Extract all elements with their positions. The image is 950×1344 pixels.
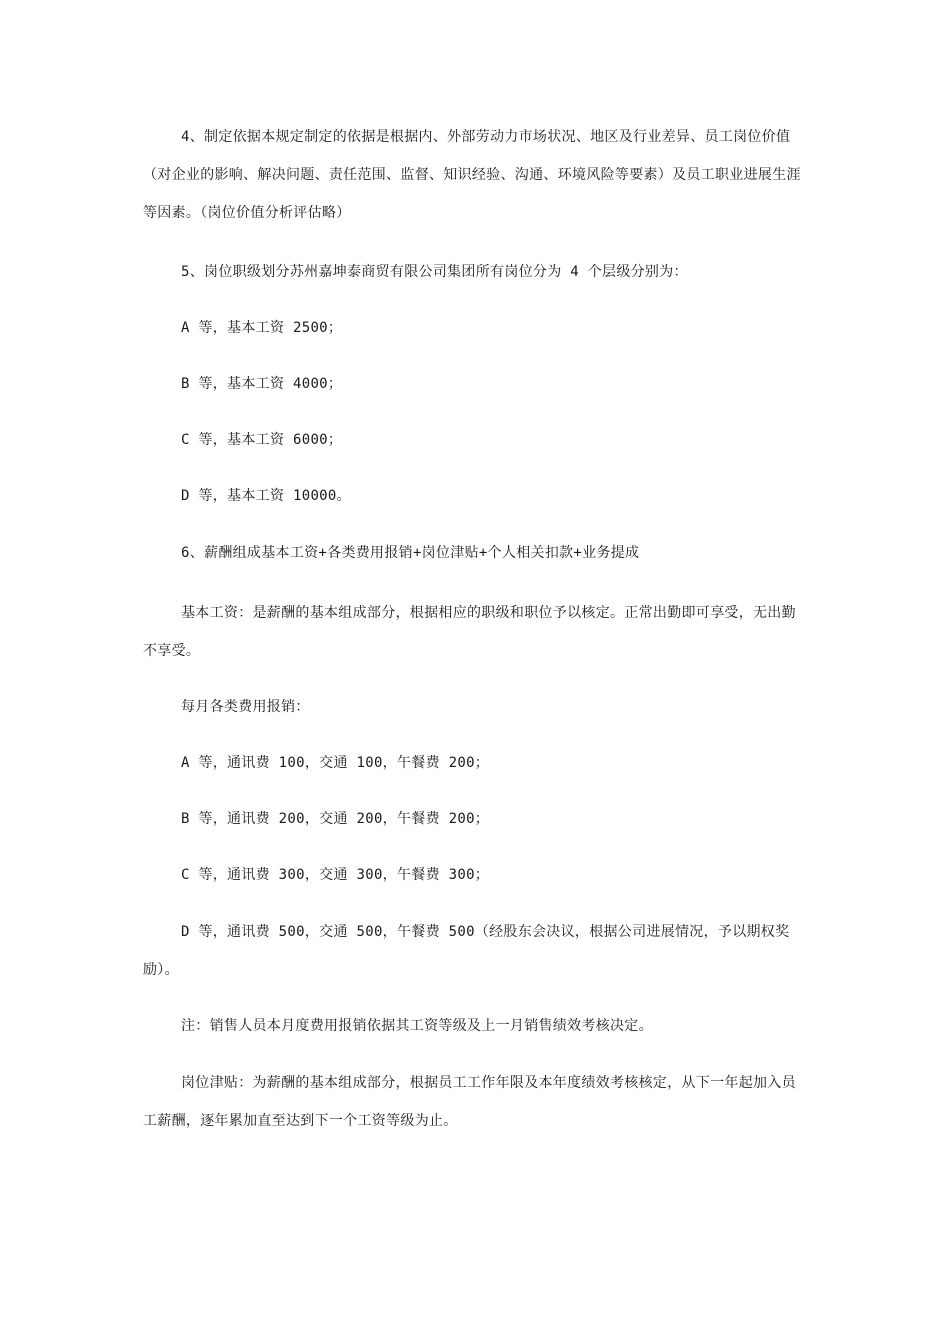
paragraph-salary-composition: 6、薪酬组成基本工资+各类费用报销+岗位津贴+个人相关扣款+业务提成 — [181, 545, 640, 561]
paragraph-grade-a-salary: A 等，基本工资 2500； — [181, 320, 343, 336]
paragraph-expense-heading: 每月各类费用报销： — [181, 699, 310, 715]
paragraph-grade-d-expense: D 等，通讯费 500，交通 500，午餐费 500（经股东会决议，根据公司进展情况，予以期权奖励）。 — [143, 924, 790, 978]
paragraph-grade-a-expense: A 等，通讯费 100，交通 100，午餐费 200； — [181, 755, 490, 771]
paragraph-grade-c-salary: C 等，基本工资 6000； — [181, 432, 343, 448]
paragraph-position-allowance: 岗位津贴：为薪酬的基本组成部分，根据员工工作年限及本年度绩效考核核定，从下一年起加入员工薪酬，逐年累加直至达到下一个工资等级为止。 — [143, 1075, 796, 1129]
paragraph-base-salary: 基本工资：是薪酬的基本组成部分，根据相应的职级和职位予以核定。正常出勤即可享受，无出勤不享受。 — [143, 605, 796, 659]
paragraph-basis: 4、制定依据本规定制定的依据是根据内、外部劳动力市场状况、地区及行业差异、员工岗位价值（对企业的影响、解决问题、责任范围、监督、知识经验、沟通、环境风险等要素）及员工职业进展生涯等因素。（岗位价值分析评估略） — [143, 129, 801, 221]
paragraph-sales-note: 注：销售人员本月度费用报销依据其工资等级及上一月销售绩效考核决定。 — [181, 1018, 653, 1034]
paragraph-grade-division: 5、岗位职级划分苏州嘉坤泰商贸有限公司集团所有岗位分为 4 个层级分别为： — [181, 264, 688, 280]
paragraph-grade-d-salary: D 等，基本工资 10000。 — [181, 488, 351, 504]
paragraph-grade-b-salary: B 等，基本工资 4000； — [181, 376, 343, 392]
paragraph-grade-c-expense: C 等，通讯费 300，交通 300，午餐费 300； — [181, 867, 490, 883]
paragraph-grade-b-expense: B 等，通讯费 200，交通 200，午餐费 200； — [181, 811, 490, 827]
